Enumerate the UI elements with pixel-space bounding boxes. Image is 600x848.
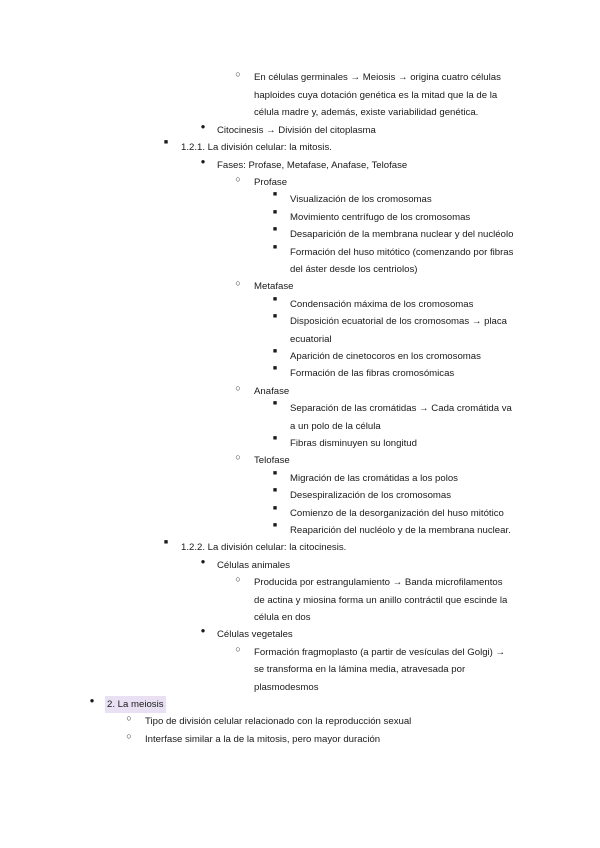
list-item: Desaparición de la membrana nuclear y del nucléolo [290,229,514,240]
list-item: Fases: Profase, Metafase, Anafase, Telofase [217,160,408,171]
bullet-disc-icon: ● [200,626,206,635]
bullet-circle-icon: ○ [235,278,241,288]
bullet-circle-icon: ○ [235,644,241,654]
bullet-square-icon: ■ [272,313,278,320]
bullet-circle-icon: ○ [235,383,241,393]
list-item: Citocinesis → División del citoplasma [217,125,376,136]
bullet-circle-icon: ○ [235,174,241,184]
bullet-square-icon: ■ [272,470,278,477]
list-item-continuation: célula en dos [254,612,311,623]
list-item: Formación de las fibras cromosómicas [290,368,455,379]
section-heading: 1.2.1. La división celular: la mitosis. [181,142,332,153]
list-item: Tipo de división celular relacionado con la reproducción sexual [145,716,412,727]
list-item: Formación del huso mitótico (comenzando por fibras [290,247,514,258]
list-item: Profase [254,177,288,188]
list-item: Condensación máxima de los cromosomas [290,299,474,310]
bullet-square-icon: ■ [272,191,278,198]
list-item-continuation: ecuatorial [290,334,332,345]
bullet-disc-icon: ● [200,157,206,166]
section-heading-highlighted: 2. La meiosis [105,696,166,713]
list-item: Comienzo de la desorganización del huso mitótico [290,508,504,519]
list-item-continuation: de actina y miosina forma un anillo contráctil que escinde la [254,595,508,606]
list-item: Visualización de los cromosomas [290,194,432,205]
bullet-square-icon: ■ [272,296,278,303]
bullet-square-icon: ■ [272,348,278,355]
list-item: Células vegetales [217,629,293,640]
list-item: Producida por estrangulamiento → Banda microfilamentos [254,577,503,588]
section-heading: 1.2.2. La división celular: la citocinesis. [181,542,347,553]
list-item: Metafase [254,281,294,292]
list-item: En células germinales → Meiosis → origina cuatro células [254,72,501,83]
list-item-continuation: a un polo de la célula [290,421,381,432]
bullet-circle-icon: ○ [126,713,132,723]
bullet-square-icon: ■ [272,487,278,494]
list-item-continuation: plasmodesmos [254,682,319,693]
list-item: Disposición ecuatorial de los cromosomas → placa [290,316,508,327]
bullet-square-icon: ■ [272,522,278,529]
list-item-continuation: se transforma en la lámina media, atravesada por [254,664,466,675]
bullet-square-icon: ■ [272,365,278,372]
bullet-circle-icon: ○ [235,452,241,462]
bullet-disc-icon: ● [89,696,95,705]
bullet-square-icon: ■ [272,505,278,512]
list-item: Aparición de cinetocoros en los cromosomas [290,351,481,362]
bullet-square-icon: ■ [272,209,278,216]
list-item: Movimiento centrífugo de los cromosomas [290,212,471,223]
bullet-square-icon: ■ [272,244,278,251]
list-item: Reaparición del nucléolo y de la membrana nuclear. [290,525,511,536]
list-item: Interfase similar a la de la mitosis, pero mayor duración [145,734,381,745]
bullet-square-icon: ■ [163,539,169,546]
bullet-square-icon: ■ [272,435,278,442]
bullet-disc-icon: ● [200,557,206,566]
list-item: Células animales [217,560,291,571]
list-item: Formación fragmoplasto (a partir de vesículas del Golgi) → [254,647,506,658]
bullet-square-icon: ■ [272,226,278,233]
bullet-circle-icon: ○ [235,574,241,584]
list-item: Anafase [254,386,290,397]
bullet-square-icon: ■ [163,139,169,146]
list-item: Desespiralización de los cromosomas [290,490,452,501]
bullet-disc-icon: ● [200,122,206,131]
list-item-continuation: del áster desde los centriolos) [290,264,418,275]
list-item: Telofase [254,455,290,466]
bullet-circle-icon: ○ [235,69,241,79]
list-item-continuation: haploides cuya dotación genética es la mitad que la de la [254,90,498,101]
list-item: Migración de las cromátidas a los polos [290,473,458,484]
bullet-circle-icon: ○ [126,731,132,741]
list-item: Separación de las cromátidas → Cada cromátida va [290,403,512,414]
list-item-continuation: célula madre y, además, existe variabilidad genética. [254,107,479,118]
list-item: Fibras disminuyen su longitud [290,438,417,449]
bullet-square-icon: ■ [272,400,278,407]
